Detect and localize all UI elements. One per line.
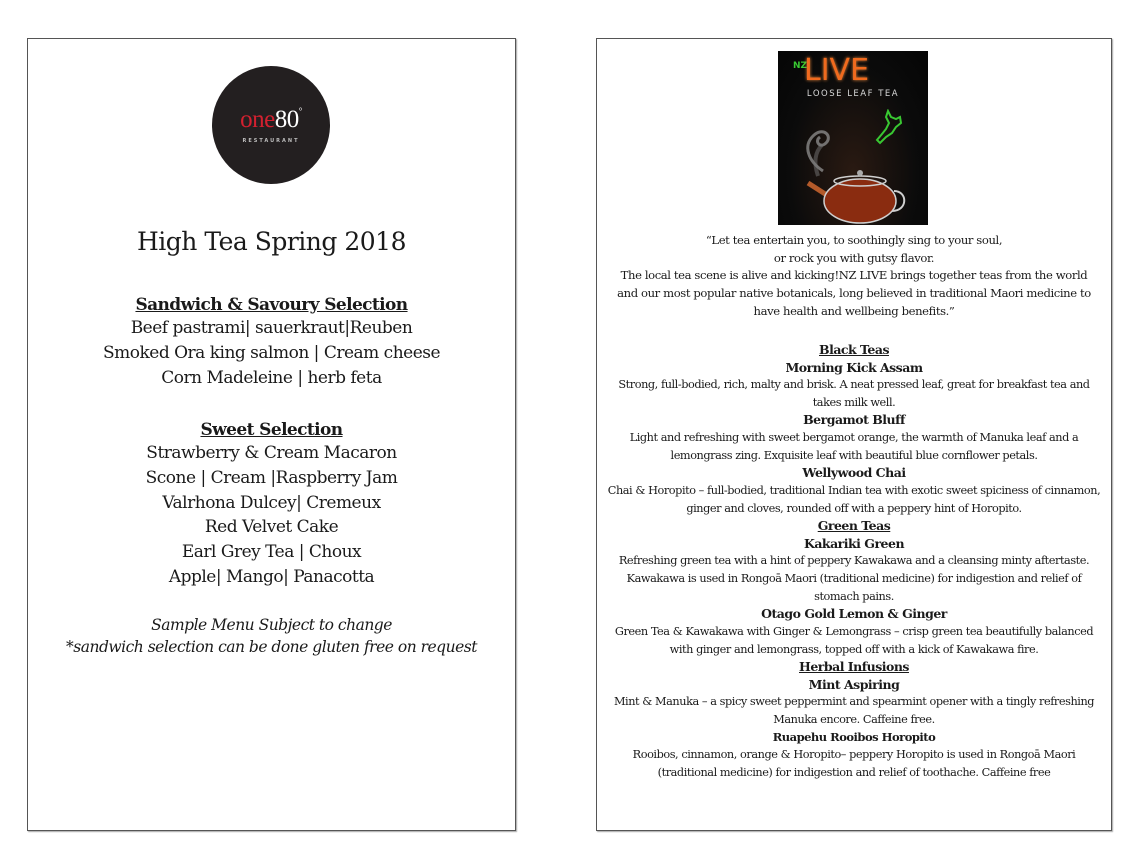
menu-title: High Tea Spring 2018 — [137, 227, 406, 256]
quote-line: or rock you with gutsy flavor. — [773, 250, 935, 265]
section-heading-green-teas: Green Teas — [817, 518, 891, 534]
tea-name: Mint Aspiring — [808, 676, 900, 692]
tea-description: Strong, full-bodied, rich, malty and brisk. A neat pressed leaf, great for breakfast tea and takes milk well. — [618, 378, 1090, 409]
sweet-section — [28, 419, 515, 590]
menu-item: Beef pastrami| sauerkraut|Reuben — [130, 318, 413, 338]
menu-item: Apple| Mango| Panacotta — [168, 566, 375, 587]
poster-nz-label: NZ — [793, 61, 808, 71]
quote-line: “Let tea entertain you, to soothingly sing to your soul, — [705, 233, 1003, 247]
teapot-icon — [788, 111, 918, 225]
tea-name: Bergamot Bluff — [803, 412, 905, 428]
tea-description: Chai & Horopito – full-bodied, traditional Indian tea with exotic sweet spiciness of cinnamon, ginger and cloves, rounded off with a peppery hint of Horopito. — [607, 483, 1101, 515]
intro-quote — [597, 232, 1111, 321]
tea-description: Refreshing green tea with a hint of peppery Kawakawa and a cleansing minty aftertaste. Kawakawa is used in Rongoā Maori (traditional medicine) for indigestion and relief of stomach pains. — [618, 554, 1090, 603]
menu-item: Scone | Cream |Raspberry Jam — [145, 467, 398, 488]
nz-live-tea-poster — [778, 51, 928, 225]
savoury-section — [28, 294, 515, 390]
logo-degree: ° — [298, 105, 302, 116]
section-heading-black-teas: Black Teas — [819, 342, 889, 357]
tea-name: Kakariki Green — [803, 535, 905, 551]
logo-word-one: one — [240, 105, 275, 133]
high-tea-menu-page — [27, 38, 516, 831]
menu-item: Valrhona Dulcey| Cremeux — [162, 492, 381, 513]
section-heading: Sweet Selection — [200, 420, 343, 440]
tea-name: Otago Gold Lemon & Ginger — [761, 606, 947, 622]
menu-notes — [28, 614, 515, 658]
tea-description: Rooibos, cinnamon, orange & Horopito– peppery Horopito is used in Rongoā Maori (traditional medicine) for indigestion and relief of toothache. Caffeine free — [632, 748, 1076, 779]
tea-name: Ruapehu Rooibos Horopito — [772, 729, 936, 744]
menu-item: Red Velvet Cake — [204, 517, 339, 538]
intro-body: The local tea scene is alive and kicking!NZ LIVE brings together teas from the world and our most popular native botanicals, long believed in traditional Maori medicine to have health and wellbeing benefits.” — [617, 268, 1091, 318]
poster-subtitle: LOOSE LEAF TEA — [806, 89, 900, 99]
logo-wordmark — [240, 107, 302, 132]
menu-item: Corn Madeleine | herb feta — [161, 367, 382, 388]
gluten-free-note: *sandwich selection can be done gluten free on request — [66, 638, 477, 656]
tea-description: Mint & Manuka – a spicy sweet peppermint and spearmint opener with a tingly refreshing Manuka encore. Caffeine free. — [613, 695, 1095, 726]
menu-item: Smoked Ora king salmon | Cream cheese — [102, 342, 441, 363]
menu-item: Strawberry & Cream Macaron — [146, 443, 397, 463]
one80-restaurant-logo — [212, 66, 330, 184]
section-heading: Sandwich & Savoury Selection — [135, 295, 408, 315]
poster-brand: LIVE — [804, 53, 870, 88]
tea-description: Light and refreshing with sweet bergamot orange, the warmth of Manuka leaf and a lemongrass zing. Exquisite leaf with beautiful blue cornflower petals. — [629, 430, 1079, 462]
tea-name: Wellywood Chai — [802, 465, 906, 481]
tea-name: Morning Kick Assam — [785, 359, 923, 375]
logo-word-80: 80 — [274, 105, 299, 133]
logo-subtitle: RESTAURANT — [242, 137, 300, 144]
sample-menu-note: Sample Menu Subject to change — [151, 616, 392, 634]
section-heading-herbal-infusions: Herbal Infusions — [799, 659, 909, 675]
tea-menu-page — [596, 38, 1112, 831]
tea-list — [597, 341, 1111, 782]
tea-description: Green Tea & Kawakawa with Ginger & Lemongrass – crisp green tea beautifully balanced with ginger and lemongrass, topped off with a kick of Kawakawa fire. — [614, 624, 1094, 656]
menu-item: Earl Grey Tea | Choux — [181, 542, 362, 563]
